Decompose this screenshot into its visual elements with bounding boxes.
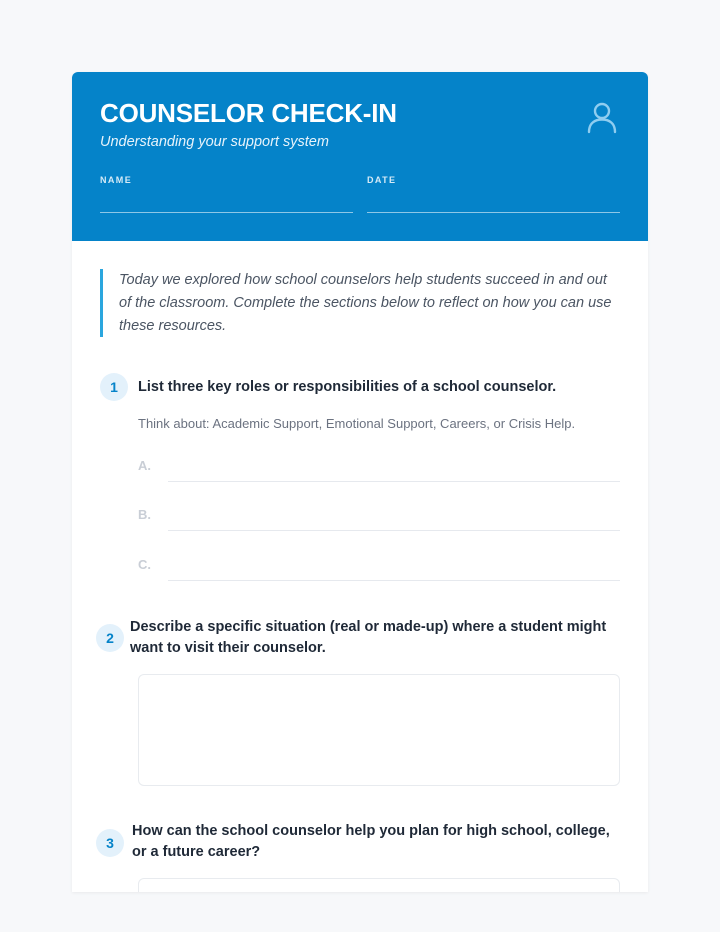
question-text: How can the school counselor help you plan for high school, college, or a future career? [132,823,610,860]
name-label: NAME [100,175,133,185]
answer-box[interactable] [138,674,620,786]
question-hint: Think about: Academic Support, Emotional Support, Careers, or Crisis Help. [138,416,576,431]
question-text: List three key roles or responsibilities of a school counselor. [138,379,557,395]
worksheet-header [72,72,648,241]
intro-text: Today we explored how school counselors help students succeed in and out of the classroom. Complete the sections below to reflect on how you can use these resources. [100,269,620,337]
question-number-badge: 3 [96,829,124,857]
answer-line-a[interactable] [168,481,620,482]
date-label: DATE [367,175,397,185]
question-number-badge: 1 [100,373,128,401]
answer-line-c[interactable] [168,580,620,581]
worksheet-subtitle: Understanding your support system [100,134,329,150]
name-field[interactable] [100,212,353,213]
answer-letter: B. [138,507,151,522]
worksheet-card [72,72,648,892]
date-field[interactable] [367,212,620,213]
worksheet-title: COUNSELOR CHECK-IN [100,98,397,128]
question-number-badge: 2 [96,624,124,652]
answer-letter: C. [138,557,151,572]
answer-line-b[interactable] [168,530,620,531]
answer-box[interactable] [138,878,620,892]
user-icon [585,100,619,134]
question-text: Describe a specific situation (real or made-up) where a student might want to visit their counselor. [130,619,607,656]
answer-letter: A. [138,458,151,473]
